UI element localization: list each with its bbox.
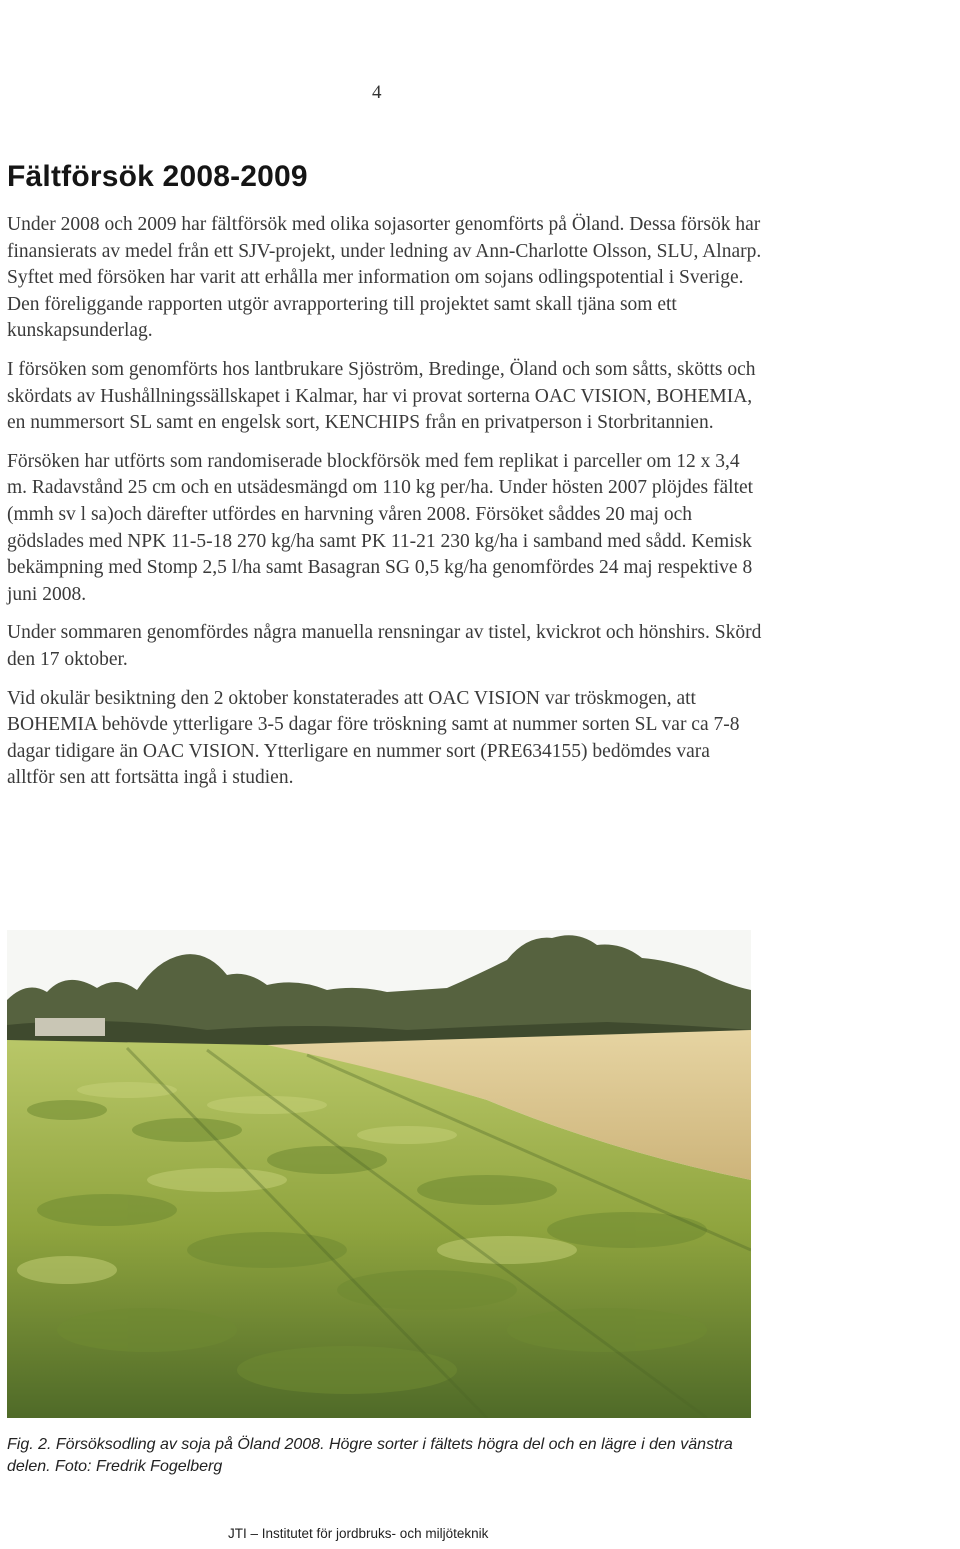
page-footer: JTI – Institutet för jordbruks- och miljöteknik — [228, 1526, 489, 1541]
field-photo — [7, 930, 751, 1418]
section-heading: Fältförsök 2008-2009 — [7, 160, 308, 193]
figure-caption: Fig. 2. Försöksodling av soja på Öland 2008. Högre sorter i fältets högra del och en lägre i den vänstra delen. Foto: Fredrik Fogelberg — [7, 1436, 733, 1475]
paragraph-inspection: Vid okulär besiktning den 2 oktober konstaterades att OAC VISION var tröskmogen, att BOHEMIA behövde ytterligare 3-5 dagar före tröskning samt at nummer sorten SL var ca 7-8 dagar tidigare än OAC VISION. Ytterligare en nummer sort (PRE634155) bedömdes vara alltför sen att fortsätta ingå i studien. — [7, 687, 740, 789]
paragraph-summer: Under sommaren genomfördes några manuella rensningar av tistel, kvickrot och hönshirs. Skörd den 17 oktober. — [7, 622, 762, 670]
body-text — [7, 212, 762, 804]
paragraph-intro: Under 2008 och 2009 har fältförsök med olika sojasorter genomförts på Öland. Dessa försök har finansierats av medel från ett SJV-projekt, under ledning av Ann-Charlotte Olsson, SLU, Alnarp. Syftet med försöken har varit att erhålla mer information om sojans odlingspotential i Sverige. Den föreliggande rapporten utgör avrapportering till projektet samt skall tjäna som ett kunskapsunderlag. — [7, 214, 762, 342]
bales — [35, 1018, 105, 1036]
page-number: 4 — [372, 82, 382, 103]
paragraph-method: Försöken har utförts som randomiserade blockförsök med fem replikat i parceller om 12 x 3,4 m. Radavstånd 25 cm och en utsädesmängd om 110 kg per/ha. Under hösten 2007 plöjdes fältet (mmh sv l sa)och därefter utfördes en harvning våren 2008. Försöket såddes 20 maj och gödslades med NPK 11-5-18 270 kg/ha samt PK 11-21 230 kg/ha i samband med sådd. Kemisk bekämpning med Stomp 2,5 l/ha samt Basagran SG 0,5 kg/ha genomfördes 24 maj respektive 8 juni 2008. — [7, 450, 754, 605]
paragraph-varieties: I försöken som genomförts hos lantbrukare Sjöström, Bredinge, Öland och som såtts, skötts och skördats av Hushållningssällskapet i Kalmar, har vi provat sorterna OAC VISION, BOHEMIA, en nummersort SL samt en engelsk sort, KENCHIPS från en privatperson i Storbritannien. — [7, 358, 756, 434]
